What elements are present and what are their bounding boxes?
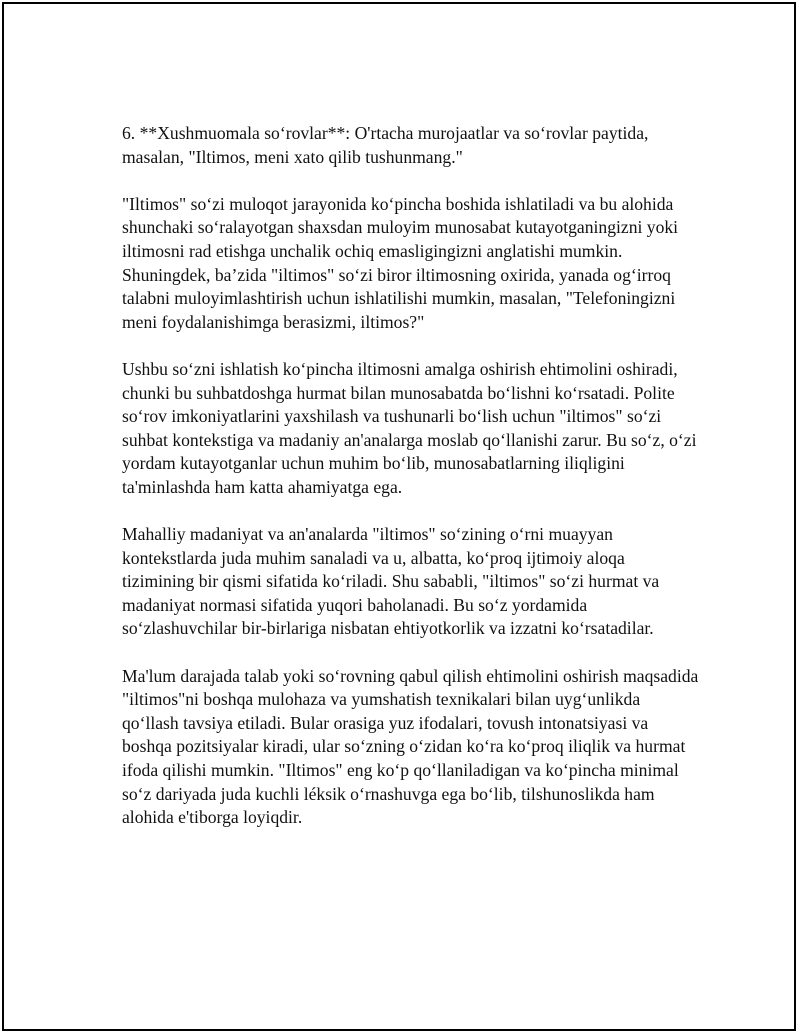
page-frame: [2, 2, 796, 1031]
paragraph-1: 6. **Xushmuomala so‘rovlar**: O'rtacha murojaatlar va so‘rovlar paytida, masalan, "Iltimos, meni xato qilib tushunmang.": [122, 123, 649, 167]
paragraph-2: "Iltimos" so‘zi muloqot jarayonida ko‘pincha boshida ishlatiladi va bu alohida shunchaki so‘ralayotgan shaxsdan muloyim munosabat kutayotganingizni yoki iltimosni rad etishga unchalik ochiq emasligingizni anglatishi mumkin. Shuningdek, ba’zida "iltimos" so‘zi biror iltimosning oxirida, yanada og‘irroq talabni muloyimlashtirish uchun ishlatilishi mumkin, masalan, "Telefoningizni meni foydalanishimga berasizmi, iltimos?": [122, 193, 679, 332]
paragraph-4: Mahalliy madaniyat va an'analarda "iltimos" so‘zining o‘rni muayyan kontekstlarda juda muhim sanaladi va u, albatta, ko‘proq ijtimoiy aloqa tizimining bir qismi sifatida ko‘riladi. Shu sababli, "iltimos" so‘zi hurmat va madaniyat normasi sifatida yuqori baholanadi. Bu so‘z yordamida so‘zlashuvchilar bir-birlariga nisbatan ehtiyotkorlik va izzatni ko‘rsatadilar.: [122, 524, 660, 639]
paragraph-3: Ushbu so‘zni ishlatish ko‘pincha iltimosni amalga oshirish ehtimolini oshiradi, chunki bu suhbatdoshga hurmat bilan munosabatda bo‘lishni ko‘rsatadi. Polite so‘rov imkoniyatlarini yaxshilash va tushunarli bo‘lish uchun "iltimos" so‘zi suhbat kontekstiga va madaniy an'analarga moslab qo‘llanishi zarur. Bu so‘z, o‘zi yordam kutayotganlar uchun muhim bo‘lib, munosabatlarning iliqligini ta'minlashda ham katta ahamiyatga ega.: [122, 358, 697, 497]
document-body: [122, 122, 700, 853]
paragraph-5: Ma'lum darajada talab yoki so‘rovning qabul qilish ehtimolini oshirish maqsadida "iltimos"ni boshqa mulohaza va yumshatish texnikalari bilan uyg‘unlikda qo‘llash tavsiya etiladi. Bular orasiga yuz ifodalari, tovush intonatsiyasi va boshqa pozitsiyalar kiradi, ular so‘zning o‘zidan ko‘ra ko‘proq iliqlik va hurmat ifoda qilishi mumkin. "Iltimos" eng ko‘p qo‘llaniladigan va ko‘pincha minimal so‘z dariyada juda kuchli léksik o‘rnashuvga ega bo‘lib, tilshunoslikda ham alohida e'tiborga loyiqdir.: [122, 665, 699, 828]
